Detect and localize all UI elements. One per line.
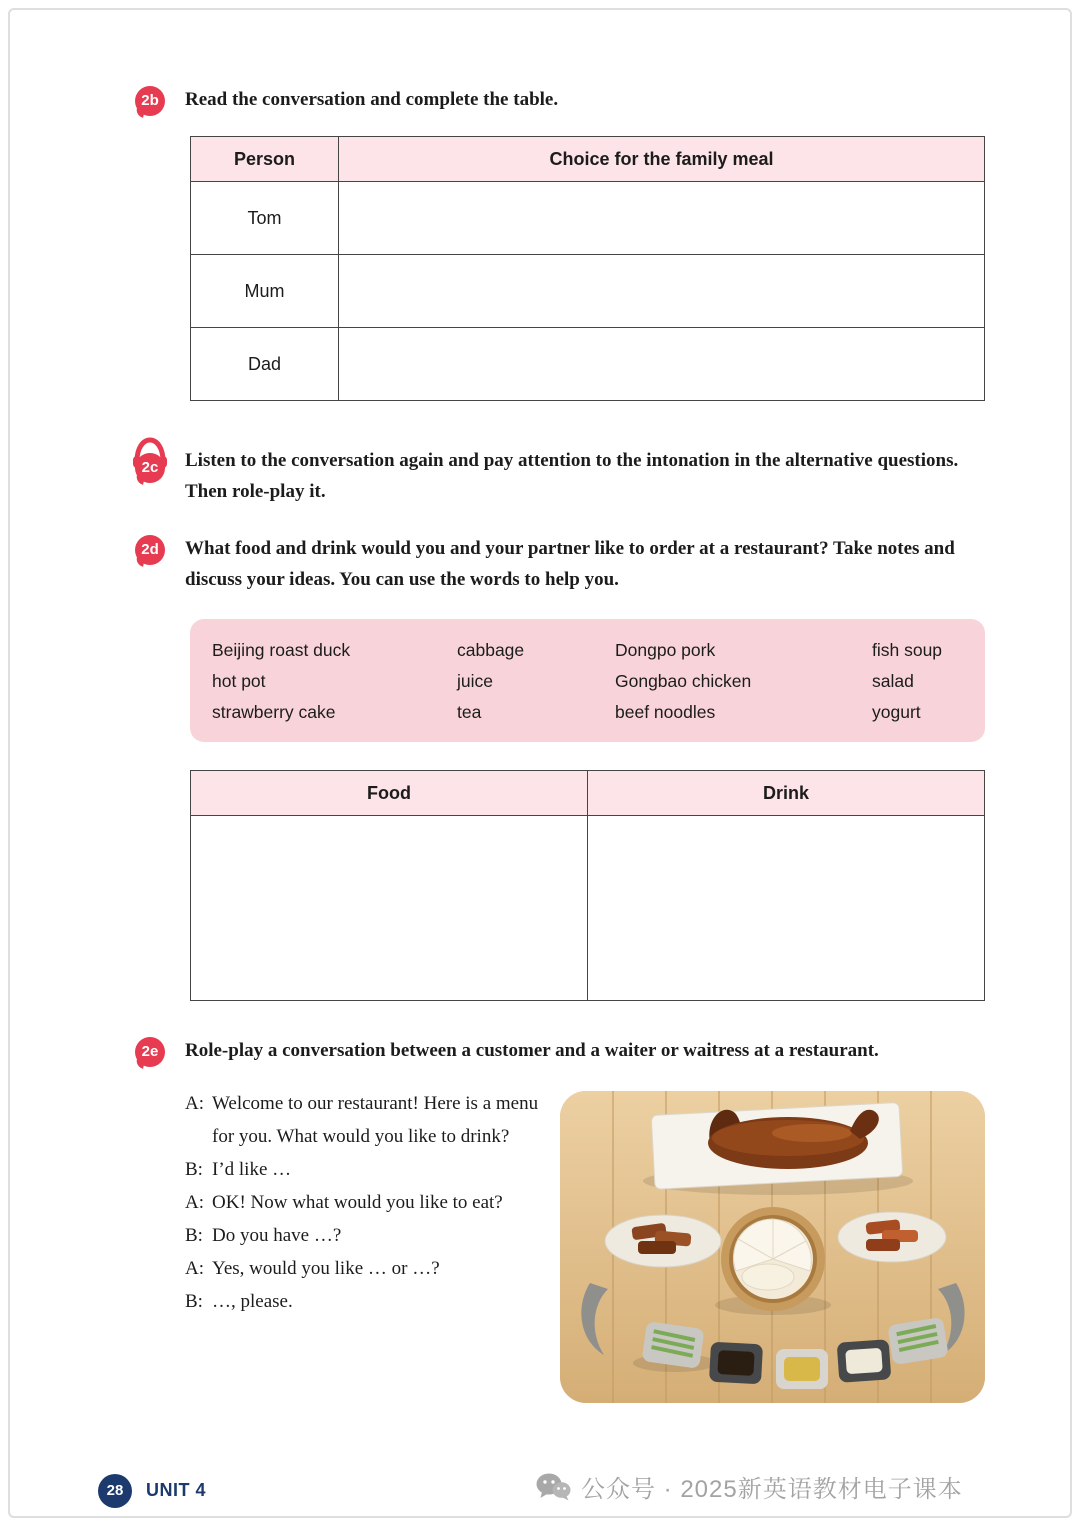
food-drink-table	[190, 770, 985, 1001]
word-item: hot pot	[212, 671, 266, 691]
dialogue-text: I’d like …	[212, 1159, 292, 1180]
badge-2d: 2d	[135, 535, 165, 565]
exercise-2b	[135, 84, 985, 401]
dialogue-text: Welcome to our restaurant! Here is a menu for you. What would you like to drink?	[212, 1093, 539, 1147]
drink-answer-cell	[588, 816, 985, 1001]
table-row	[191, 182, 985, 255]
table-row	[191, 328, 985, 401]
word-item: cabbage	[457, 640, 525, 660]
food-column-header: Food	[191, 771, 588, 816]
word-item: tea	[457, 702, 482, 722]
dialogue-text: Do you have …?	[212, 1225, 342, 1246]
unit-label: UNIT 4	[146, 1480, 207, 1500]
instruction-2b: Read the conversation and complete the table.	[185, 89, 559, 110]
word-item: beef noodles	[615, 702, 716, 722]
word-item: Gongbao chicken	[615, 671, 752, 691]
instruction-2e: Role-play a conversation between a customer and a waiter or waitress at a restaurant.	[185, 1040, 879, 1061]
speaker-label: B:	[185, 1225, 203, 1246]
watermark	[535, 1469, 963, 1504]
word-item: juice	[457, 671, 493, 691]
dialogue-line	[185, 1087, 540, 1153]
word-bank-box	[190, 619, 985, 742]
word-item: fish soup	[872, 640, 943, 660]
word-item: Dongpo pork	[615, 640, 716, 660]
dialogue-text: Yes, would you like … or …?	[212, 1258, 440, 1279]
page-content	[135, 84, 985, 1403]
instruction-2d: What food and drink would you and your partner like to order at a restaurant? Take notes and discuss your ideas. You can use the words to help you.	[185, 538, 955, 590]
answer-cell-mum	[339, 255, 985, 328]
badge-2c: 2c	[135, 447, 165, 481]
roast-duck-photo	[560, 1091, 985, 1403]
watermark-text: 公众号 · 2025新英语教材电子课本	[581, 1476, 963, 1503]
badge-2b: 2b	[135, 86, 165, 116]
wechat-icon	[535, 1472, 571, 1502]
person-table	[190, 136, 985, 401]
speaker-label: A:	[185, 1093, 204, 1114]
word-item: yogurt	[872, 702, 921, 722]
role-play-dialogue	[185, 1087, 540, 1403]
drink-column-header: Drink	[588, 771, 985, 816]
word-bank-column	[212, 635, 457, 728]
word-bank-column	[457, 635, 615, 728]
person-cell-mum: Mum	[191, 255, 339, 328]
word-item: Beijing roast duck	[212, 640, 351, 660]
table-row	[191, 255, 985, 328]
answer-cell-tom	[339, 182, 985, 255]
person-table-header-choice: Choice for the family meal	[339, 137, 985, 182]
person-table-header-person: Person	[191, 137, 339, 182]
word-item: strawberry cake	[212, 702, 336, 722]
word-bank-column	[615, 635, 872, 728]
dialogue-line	[185, 1186, 540, 1219]
table-row	[191, 816, 985, 1001]
dialogue-line	[185, 1153, 540, 1186]
food-answer-cell	[191, 816, 588, 1001]
dialogue-text: OK! Now what would you like to eat?	[212, 1192, 503, 1213]
page-number-badge: 28	[98, 1474, 132, 1508]
speaker-label: B:	[185, 1159, 203, 1180]
exercise-2d	[135, 533, 985, 1001]
exercise-2e	[135, 1035, 985, 1403]
dialogue-line	[185, 1252, 540, 1285]
word-bank-column	[872, 635, 985, 728]
dialogue-line	[185, 1219, 540, 1252]
badge-2e: 2e	[135, 1037, 165, 1067]
dialogue-line	[185, 1285, 540, 1318]
speaker-label: B:	[185, 1291, 203, 1312]
answer-cell-dad	[339, 328, 985, 401]
exercise-2c	[135, 445, 985, 507]
word-item: salad	[872, 671, 914, 691]
speaker-label: A:	[185, 1192, 204, 1213]
person-cell-dad: Dad	[191, 328, 339, 401]
dialogue-text: …, please.	[212, 1291, 293, 1312]
speaker-label: A:	[185, 1258, 204, 1279]
instruction-2c: Listen to the conversation again and pay attention to the intonation in the alternative questions. Then role-play it.	[185, 450, 959, 502]
person-cell-tom: Tom	[191, 182, 339, 255]
